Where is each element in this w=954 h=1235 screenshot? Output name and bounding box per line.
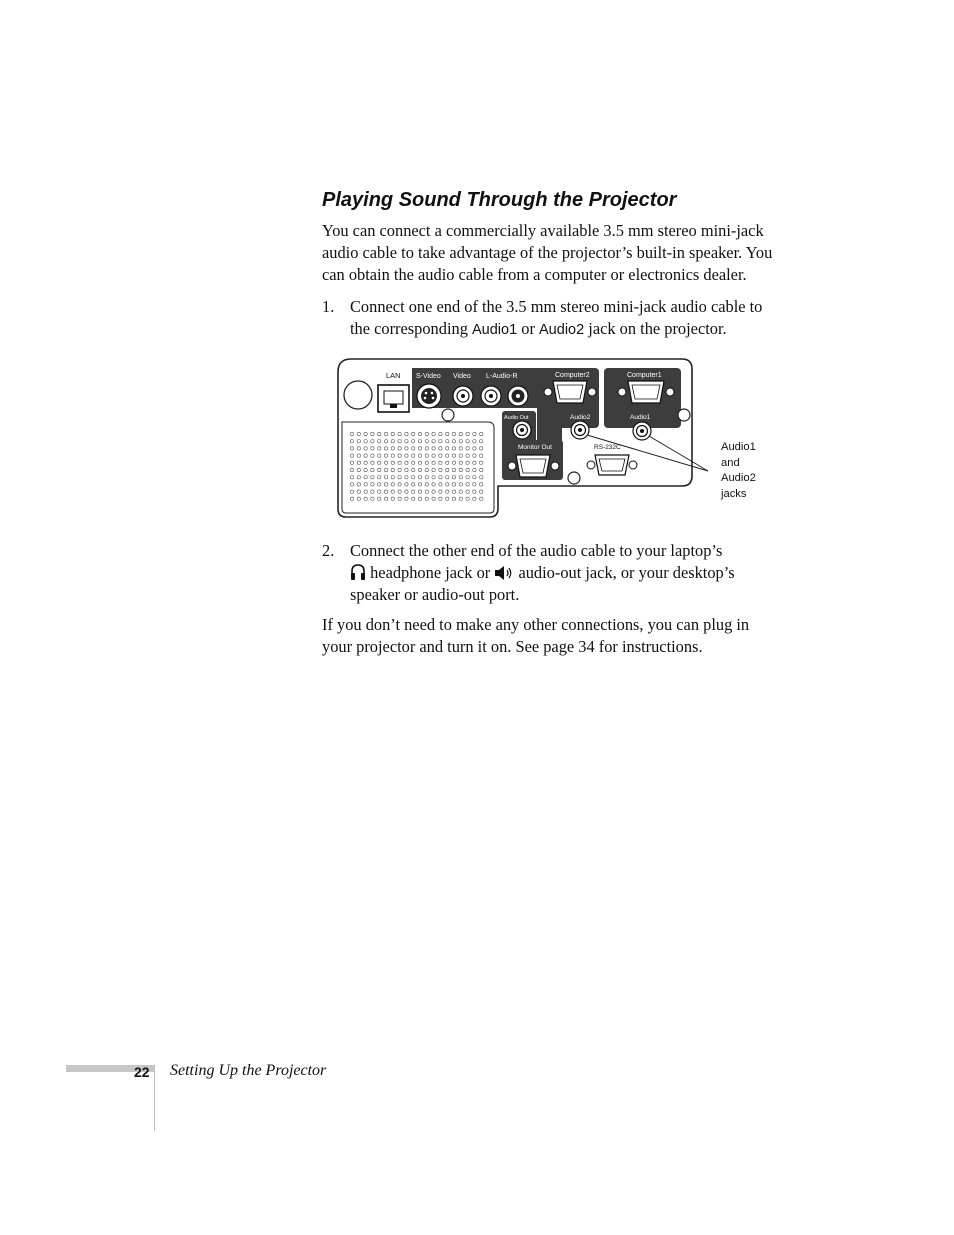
page-number: 22 [134, 1064, 150, 1080]
intro-line: audio cable to take advantage of the projector’s built-in speaker. You [322, 243, 773, 262]
step-text-part: or [517, 319, 540, 338]
step-text [350, 296, 782, 341]
speaker-icon [494, 565, 514, 581]
step-text-part: the corresponding [350, 319, 472, 338]
svideo-port-label: S-Video [416, 373, 441, 380]
svideo-port [417, 384, 441, 408]
step-text [350, 540, 782, 606]
step-line [350, 318, 782, 341]
closing-line: If you don’t need to make any other connections, you can plug in [322, 615, 750, 634]
step-number: 1. [322, 297, 335, 316]
computer1-port-label: Computer1 [627, 372, 662, 379]
intro-paragraph [322, 220, 782, 286]
step-line: Connect one end of the 3.5 mm stereo mini-jack audio cable to [350, 297, 763, 316]
step-line: speaker or audio-out port. [350, 585, 520, 604]
closing-line: your projector and turn it on. See page 34 for instructions. [322, 637, 703, 656]
diagram-callout-label [721, 440, 781, 502]
audio-out-port-label: Audio Out [504, 415, 529, 421]
step-number: 2. [322, 541, 335, 560]
jack-name-audio1: Audio1 [472, 322, 518, 338]
callout-line: and [721, 456, 740, 469]
step-line [350, 562, 782, 584]
computer2-port-label: Computer2 [555, 372, 590, 379]
step-text-part: jack on the projector. [584, 319, 727, 338]
footer-divider [154, 1065, 155, 1131]
projector-rear-panel-diagram [336, 356, 776, 522]
step-line: Connect the other end of the audio cable to your laptop’s [350, 541, 723, 560]
audio1-port-label: Audio1 [630, 414, 651, 421]
speaker-grille [350, 432, 483, 500]
monitor-out-port-label: Monitor Out [518, 444, 552, 451]
audio-r-port [508, 386, 528, 406]
step-text-part: headphone jack or [366, 563, 495, 582]
jack-name-audio2: Audio2 [539, 322, 585, 338]
callout-line: Audio1 [721, 441, 756, 453]
section-heading: Playing Sound Through the Projector [322, 189, 677, 211]
audio2-port [571, 421, 589, 439]
intro-line: can obtain the audio cable from a computer or electronics dealer. [322, 265, 747, 284]
closing-paragraph [322, 614, 782, 658]
rs232c-port-label: RS-232C [594, 444, 621, 451]
callout-line: jacks [721, 487, 747, 500]
lan-port-label: LAN [386, 371, 401, 380]
intro-line: You can connect a commercially available 3.5 mm stereo mini-jack [322, 221, 764, 240]
audio-l-port [481, 386, 501, 406]
step-text-part: audio-out jack, or your desktop’s [514, 563, 735, 582]
callout-line: Audio2 [721, 472, 756, 485]
video-port-label: Video [453, 373, 471, 380]
audio2-port-label: Audio2 [570, 414, 591, 421]
rs232c-port [587, 455, 637, 475]
audio-lr-port-label: L-Audio-R [486, 373, 518, 380]
lan-port [378, 385, 409, 412]
audio-out-port [513, 421, 531, 439]
video-port [453, 386, 473, 406]
footer-section-title: Setting Up the Projector [170, 1062, 327, 1079]
callout-line-audio1 [649, 436, 708, 471]
headphone-icon [350, 563, 366, 581]
audio1-port [633, 422, 651, 440]
